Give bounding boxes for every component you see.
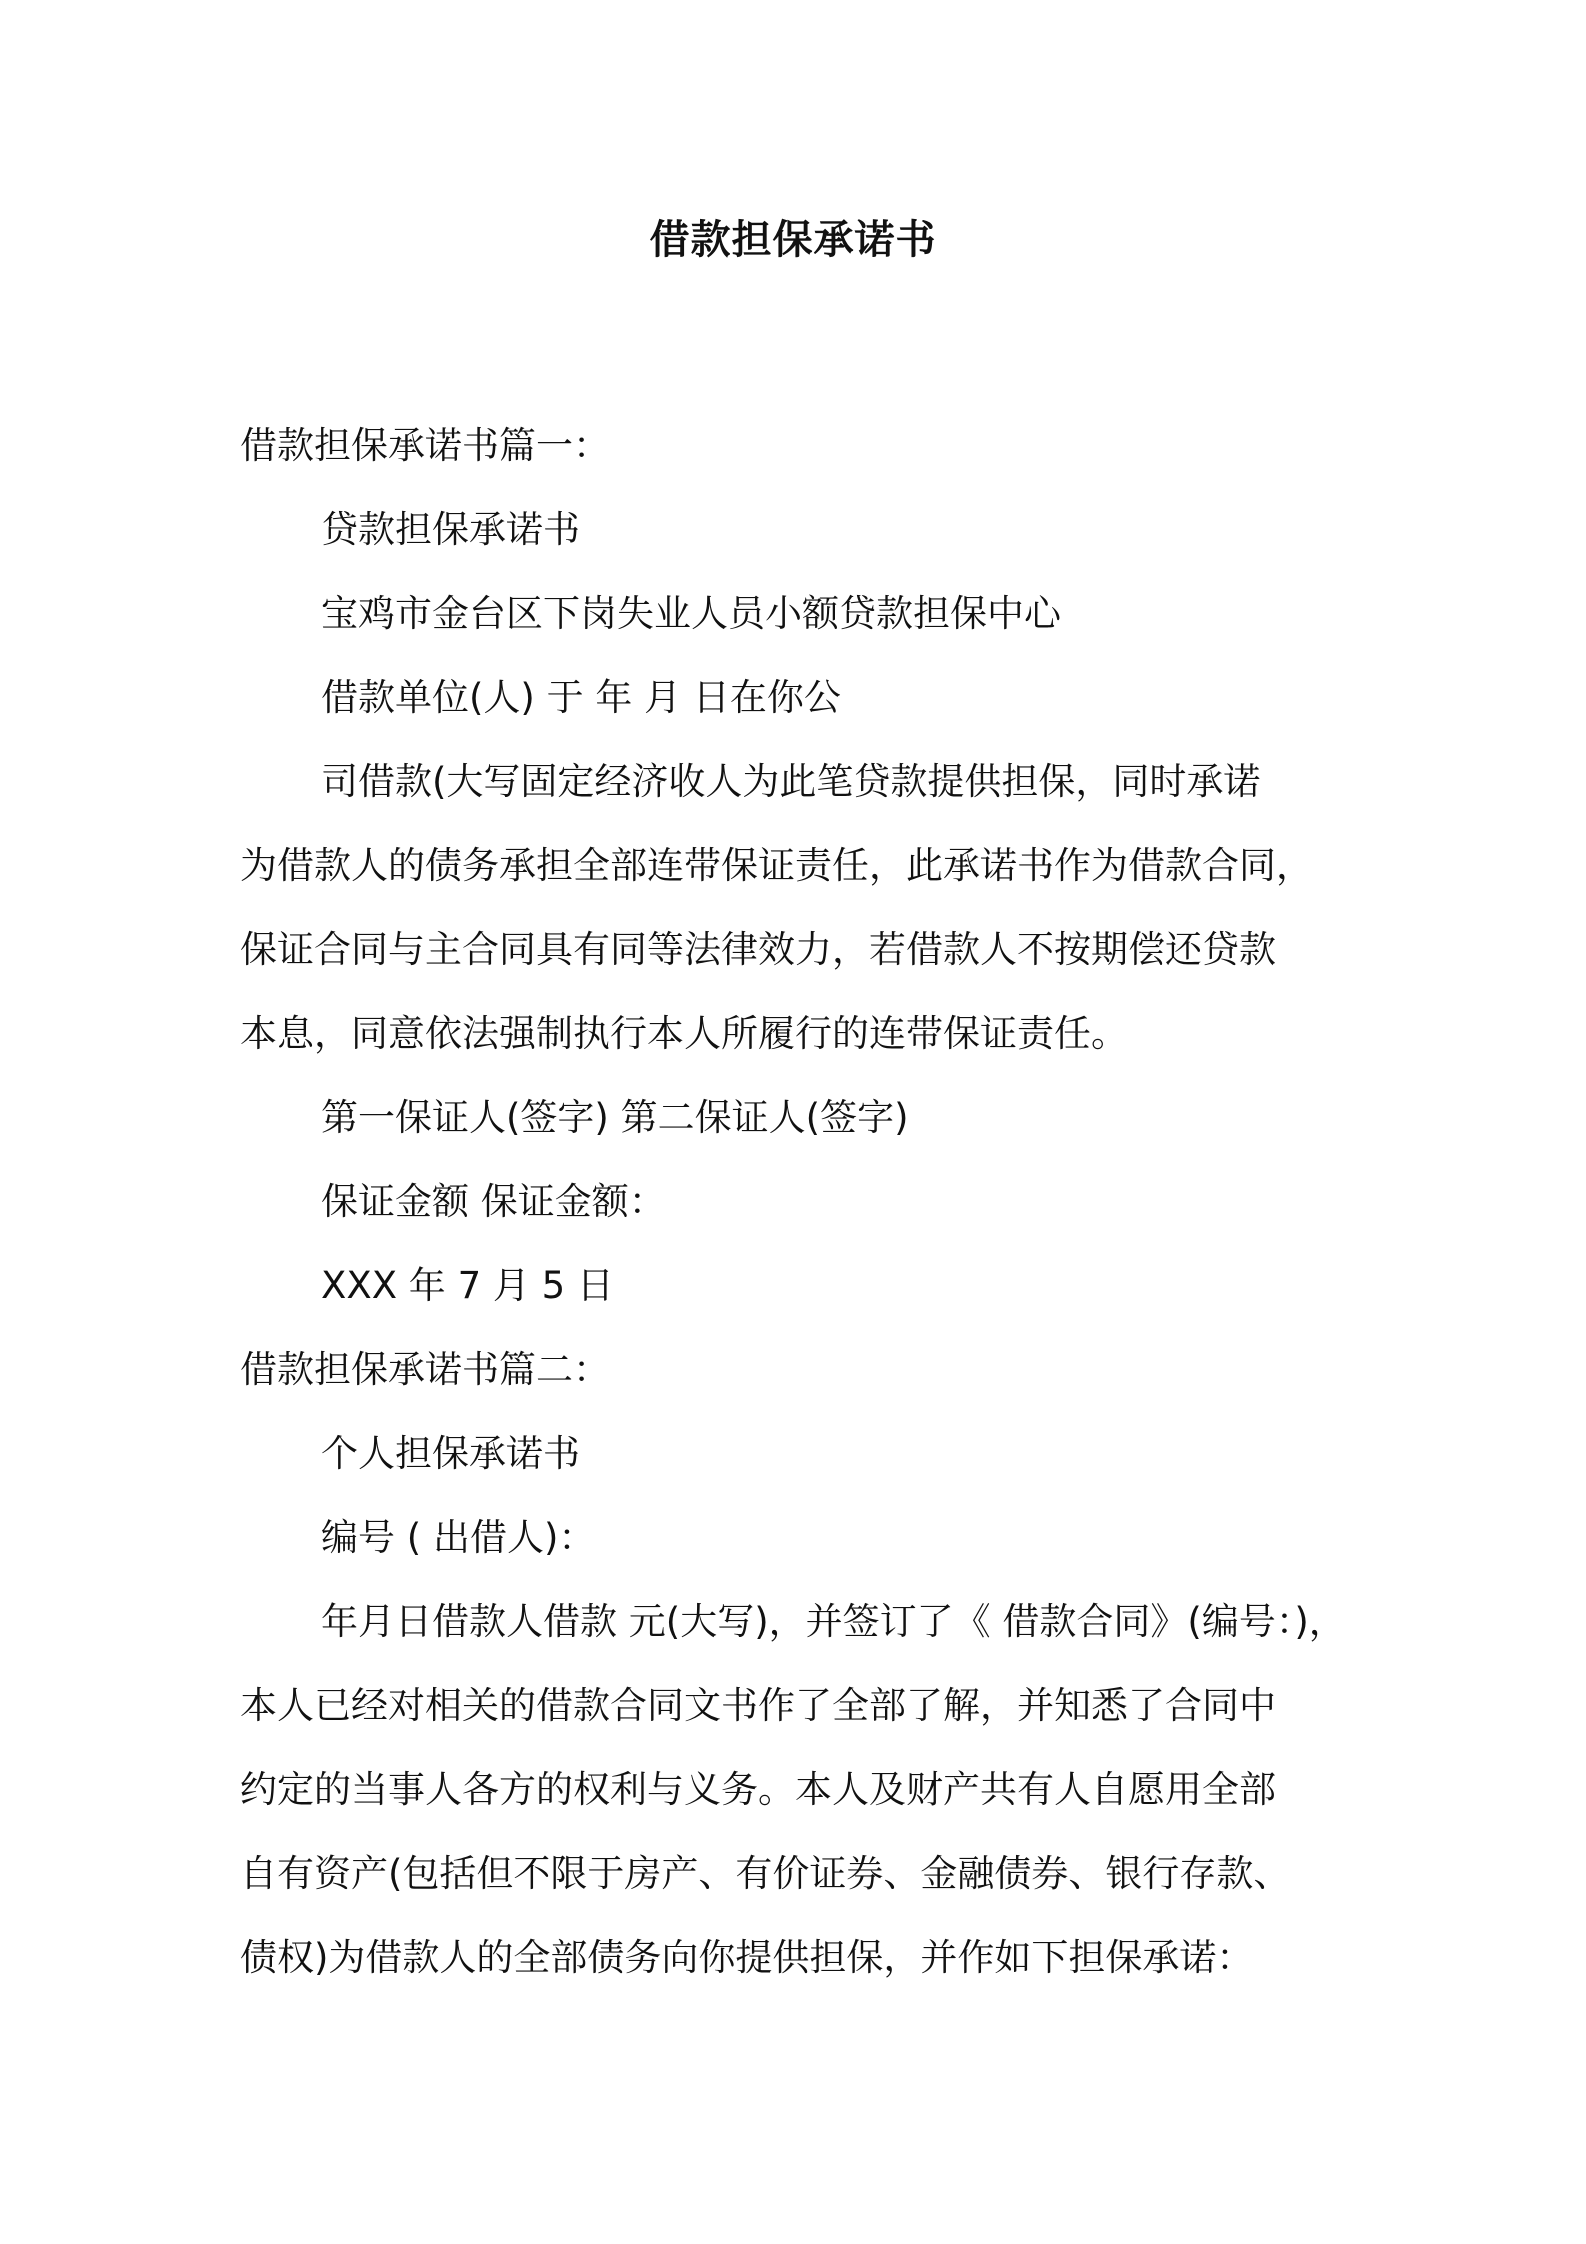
paragraph-line: 本人已经对相关的借款合同文书作了全部了解，并知悉了合同中 [240, 1684, 1276, 1727]
paragraph-line: 宝鸡市金台区下岗失业人员小额贷款担保中心 [321, 592, 1061, 635]
document-title: 借款担保承诺书 [649, 217, 937, 263]
document-body [240, 404, 1360, 2000]
paragraph-line: 借款单位(人) 于 年 月 日在你公 [321, 676, 841, 719]
paragraph-line: 本息，同意依法强制执行本人所履行的连带保证责任。 [240, 1012, 1128, 1055]
paragraph-line: 保证合同与主合同具有同等法律效力，若借款人不按期偿还贷款 [240, 928, 1276, 971]
section-heading: 借款担保承诺书篇一： [240, 424, 610, 467]
paragraph-line: 约定的当事人各方的权利与义务。本人及财产共有人自愿用全部 [240, 1768, 1276, 1811]
paragraph-line: 年月日借款人借款 元(大写)，并签订了《 借款合同》(编号：)， [321, 1600, 1346, 1643]
paragraph-line: 为借款人的债务承担全部连带保证责任，此承诺书作为借款合同， [240, 844, 1313, 887]
section-heading: 借款担保承诺书篇二： [240, 1348, 610, 1391]
signature-line: 第一保证人(签字) 第二保证人(签字) [321, 1096, 909, 1139]
date-line: XXX 年 7 月 5 日 [321, 1264, 614, 1307]
paragraph-line: 贷款担保承诺书 [321, 508, 580, 551]
paragraph-line: 个人担保承诺书 [321, 1432, 580, 1475]
paragraph-line: 自有资产(包括但不限于房产、有价证券、金融债券、银行存款、 [240, 1852, 1291, 1895]
paragraph-line: 债权)为借款人的全部债务向你提供担保，并作如下担保承诺： [240, 1936, 1254, 1979]
paragraph-line: 司借款(大写固定经济收人为此笔贷款提供担保，同时承诺 [321, 760, 1261, 803]
amount-line: 保证金额 保证金额： [321, 1180, 666, 1223]
paragraph-line: 编号 ( 出借人)： [321, 1516, 596, 1559]
